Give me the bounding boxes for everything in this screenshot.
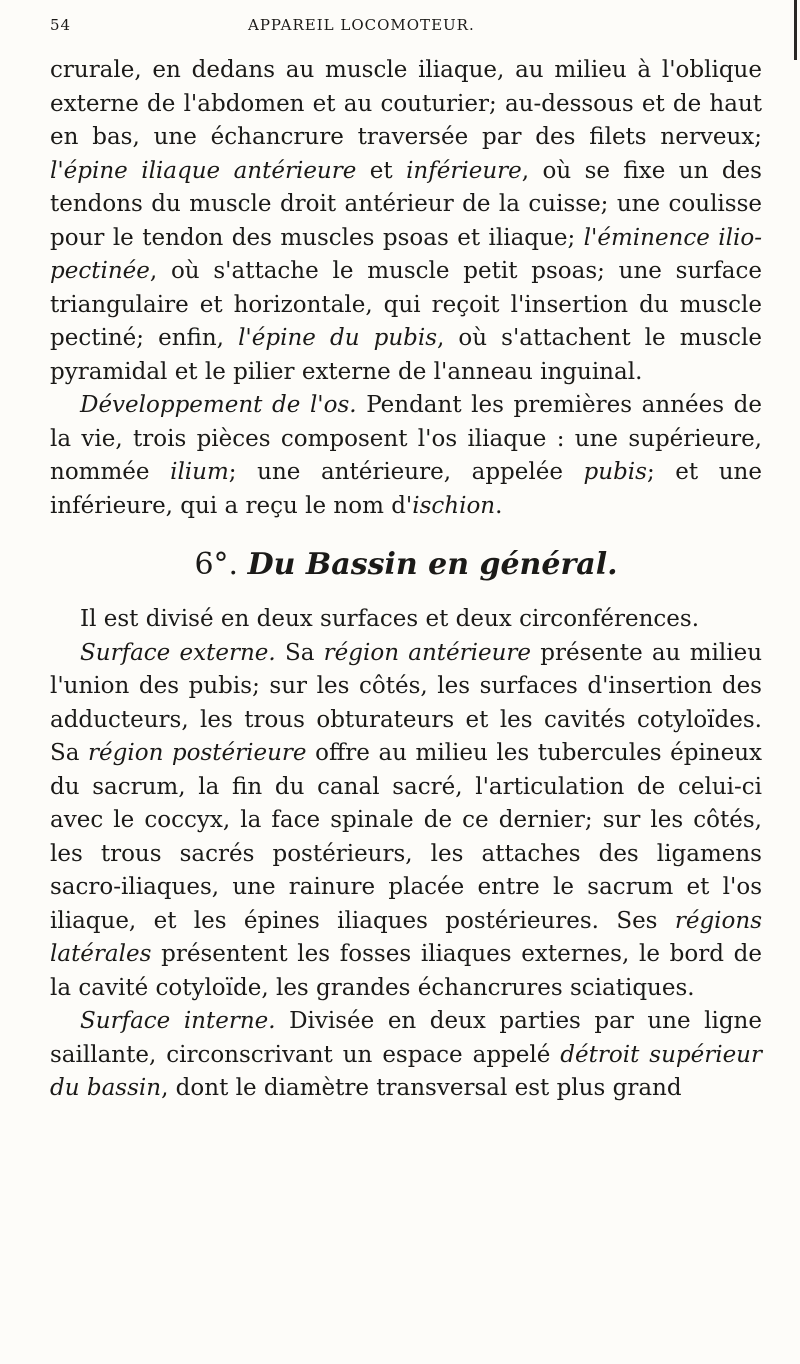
text-run: , où s'attachent le muscle pyramidal et le pilier externe de l'anneau inguinal. [50, 325, 763, 385]
italic-run: Surface interne. [80, 1008, 276, 1034]
text-run: , où s'attache le muscle petit psoas; une surface triangulaire et horizontale, qui reçoit l'insertion du muscle pectiné; enfin, [50, 258, 762, 351]
italic-run: Surface externe. [80, 639, 276, 666]
paragraph [50, 389, 762, 523]
italic-run: l'éminence ilio-pectinée [50, 224, 762, 284]
body-text-before [50, 54, 762, 523]
italic-run: région postérieure [88, 740, 307, 766]
italic-run: régions latérales [50, 907, 762, 967]
text-run: Divisée en deux parties par une ligne saillante, circonscrivant un espace appelé [50, 1008, 762, 1068]
page-edge-mark [794, 0, 797, 60]
italic-run: Développement de l'os. [80, 392, 357, 418]
body-text-after [50, 603, 762, 1106]
paragraph [50, 54, 762, 389]
text-run: ; et une inférieure, qui a reçu le nom d' [50, 459, 762, 519]
text-run: et [356, 157, 407, 184]
text-run: crurale, en dedans au muscle iliaque, au milieu à l'oblique externe de l'abdomen et au couturier; au-dessous et de haut en bas, une échancrure traversée par des filets nerveux; [50, 57, 762, 150]
running-header [50, 14, 762, 54]
text-run: , où se fixe un des tendons du muscle droit antérieur de la cuisse; une coulisse pour le tendon des muscles psoas et iliaque; [50, 157, 762, 251]
text-run: ; une antérieure, appelée [228, 459, 584, 485]
text-run: offre au milieu les tubercules épineux du sacrum, la fin du canal sacré, l'articulation de celui-ci avec le coccyx, la face spinale de ce dernier; sur les côtés, les trous sacrés postérieurs, les attaches des ligamens sacro-iliaques, une rainure placée entre le sacrum et l'os iliaque, et les épines iliaques postérieures. Ses [50, 740, 763, 934]
text-run: présentent les fosses iliaques externes, le bord de la cavité cotyloïde, les grandes échancrures sciatiques. [50, 941, 762, 1001]
italic-run: l'épine iliaque antérieure [50, 157, 357, 184]
text-run: Sa [275, 639, 324, 666]
section-heading [50, 545, 762, 585]
paragraph [50, 637, 762, 1006]
italic-run: détroit supérieur du bassin [50, 1041, 762, 1101]
text-run: Il est divisé en deux surfaces et deux circonférences. [80, 606, 700, 632]
section-number: 6°. [194, 547, 239, 582]
paragraph [50, 1005, 762, 1106]
italic-run: pubis [583, 459, 647, 485]
section-title: Du Bassin en général. [247, 547, 618, 582]
italic-run: inférieure [406, 157, 522, 184]
text-run: présente au milieu l'union des pubis; sur les côtés, les surfaces d'insertion des adducteurs, les trous obturateurs et les cavités cotyloïdes. Sa [50, 639, 763, 766]
paragraph [50, 603, 762, 637]
page-number: 54 [50, 16, 72, 34]
italic-run: ischion [412, 492, 496, 519]
italic-run: l'épine du pubis [238, 325, 438, 351]
text-run: . [495, 492, 503, 519]
running-title: APPAREIL LOCOMOTEUR. [248, 16, 475, 34]
italic-run: ilium [170, 459, 229, 485]
text-run: , dont le diamètre transversal est plus grand [161, 1075, 682, 1101]
italic-run: région antérieure [323, 639, 532, 666]
text-run: Pendant les premières années de la vie, trois pièces composent l'os iliaque : une supérieure, nommée [50, 392, 762, 485]
